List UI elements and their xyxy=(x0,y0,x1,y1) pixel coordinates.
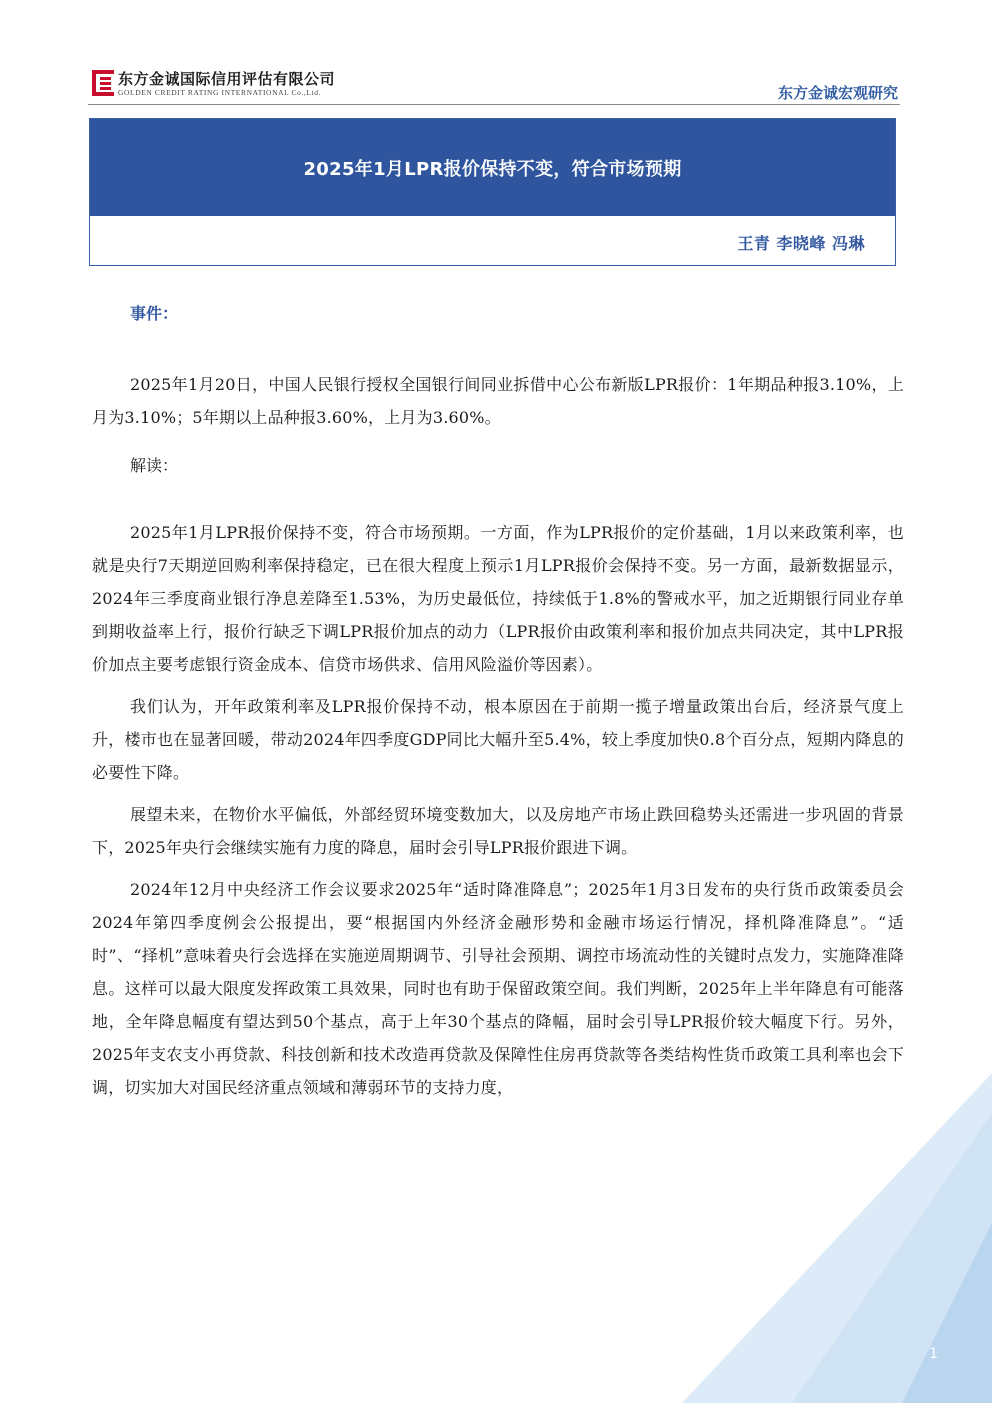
event-paragraph: 2025年1月20日，中国人民银行授权全国银行间同业拆借中心公布新版LPR报价：1年期品种报3.10%，上月为3.10%；5年期以上品种报3.60%，上月为3.60%。 xyxy=(92,375,904,427)
body-paragraph: 我们认为，开年政策利率及LPR报价保持不动，根本原因在于前期一揽子增量政策出台后，经济景气度上升，楼市也在显著回暖，带动2024年四季度GDP同比大幅升至5.4%，较上季度加快0.8个百分点，短期内降息的必要性下降。 xyxy=(92,697,904,782)
header-divider xyxy=(88,104,900,105)
title-band xyxy=(90,119,895,216)
report-body xyxy=(92,300,904,1104)
report-authors: 王青 李晓峰 冯琳 xyxy=(737,234,865,253)
body-paragraph: 2024年12月中央经济工作会议要求2025年“适时降准降息”；2025年1月3日发布的央行货币政策委员会2024年第四季度例会公报提出，要“根据国内外经济金融形势和金融市场运行情况，择机降准降息”。“适时”、“择机”意味着央行会选择在实施逆周期调节、引导社会预期、调控市场流动性的关键时点发力，实施降准降息。这样可以最大限度发挥政策工具效果，同时也有助于保留政策空间。我们判断，2025年上半年降息有可能落地，全年降息幅度有望达到50个基点，高于上年30个基点的降幅，届时会引导LPR报价较大幅度下行。另外，2025年支农支小再贷款、科技创新和技术改造再贷款及保障性住房再贷款等各类结构性货币政策工具利率也会下调，切实加大对国民经济重点领域和薄弱环节的支持力度， xyxy=(92,880,904,1097)
company-logo xyxy=(92,70,335,100)
body-paragraph: 展望未来，在物价水平偏低，外部经贸环境变数加大，以及房地产市场止跌回稳势头还需进一步巩固的背景下，2025年央行会继续实施有力度的降息，届时会引导LPR报价跟进下调。 xyxy=(92,805,904,857)
event-heading: 事件： xyxy=(130,304,179,323)
interpretation-heading: 解读： xyxy=(130,456,179,475)
body-paragraph: 2025年1月LPR报价保持不变，符合市场预期。一方面，作为LPR报价的定价基础，1月以来政策利率，也就是央行7天期逆回购利率保持稳定，已在很大程度上预示1月LPR报价会保持不变。另一方面，最新数据显示，2024年三季度商业银行净息差降至1.53%，为历史最低位，持续低于1.8%的警戒水平，加之近期银行同业存单到期收益率上行，报价行缺乏下调LPR报价加点的动力（LPR报价由政策利率和报价加点共同决定，其中LPR报价加点主要考虑银行资金成本、信贷市场供求、信用风险溢价等因素）。 xyxy=(92,523,904,674)
corner-decoration xyxy=(682,1073,992,1403)
page-number: 1 xyxy=(929,1346,938,1362)
logo-company-name-en: GOLDEN CREDIT RATING INTERNATIONAL Co.,Ltd. xyxy=(118,88,322,97)
page-header xyxy=(0,0,992,110)
report-title: 2025年1月LPR报价保持不变，符合市场预期 xyxy=(303,158,682,180)
title-box xyxy=(89,118,896,266)
logo-company-name-cn: 东方金诚国际信用评估有限公司 xyxy=(118,70,336,88)
brand-series-label: 东方金诚宏观研究 xyxy=(777,84,898,102)
logo-mark-icon xyxy=(92,70,114,96)
